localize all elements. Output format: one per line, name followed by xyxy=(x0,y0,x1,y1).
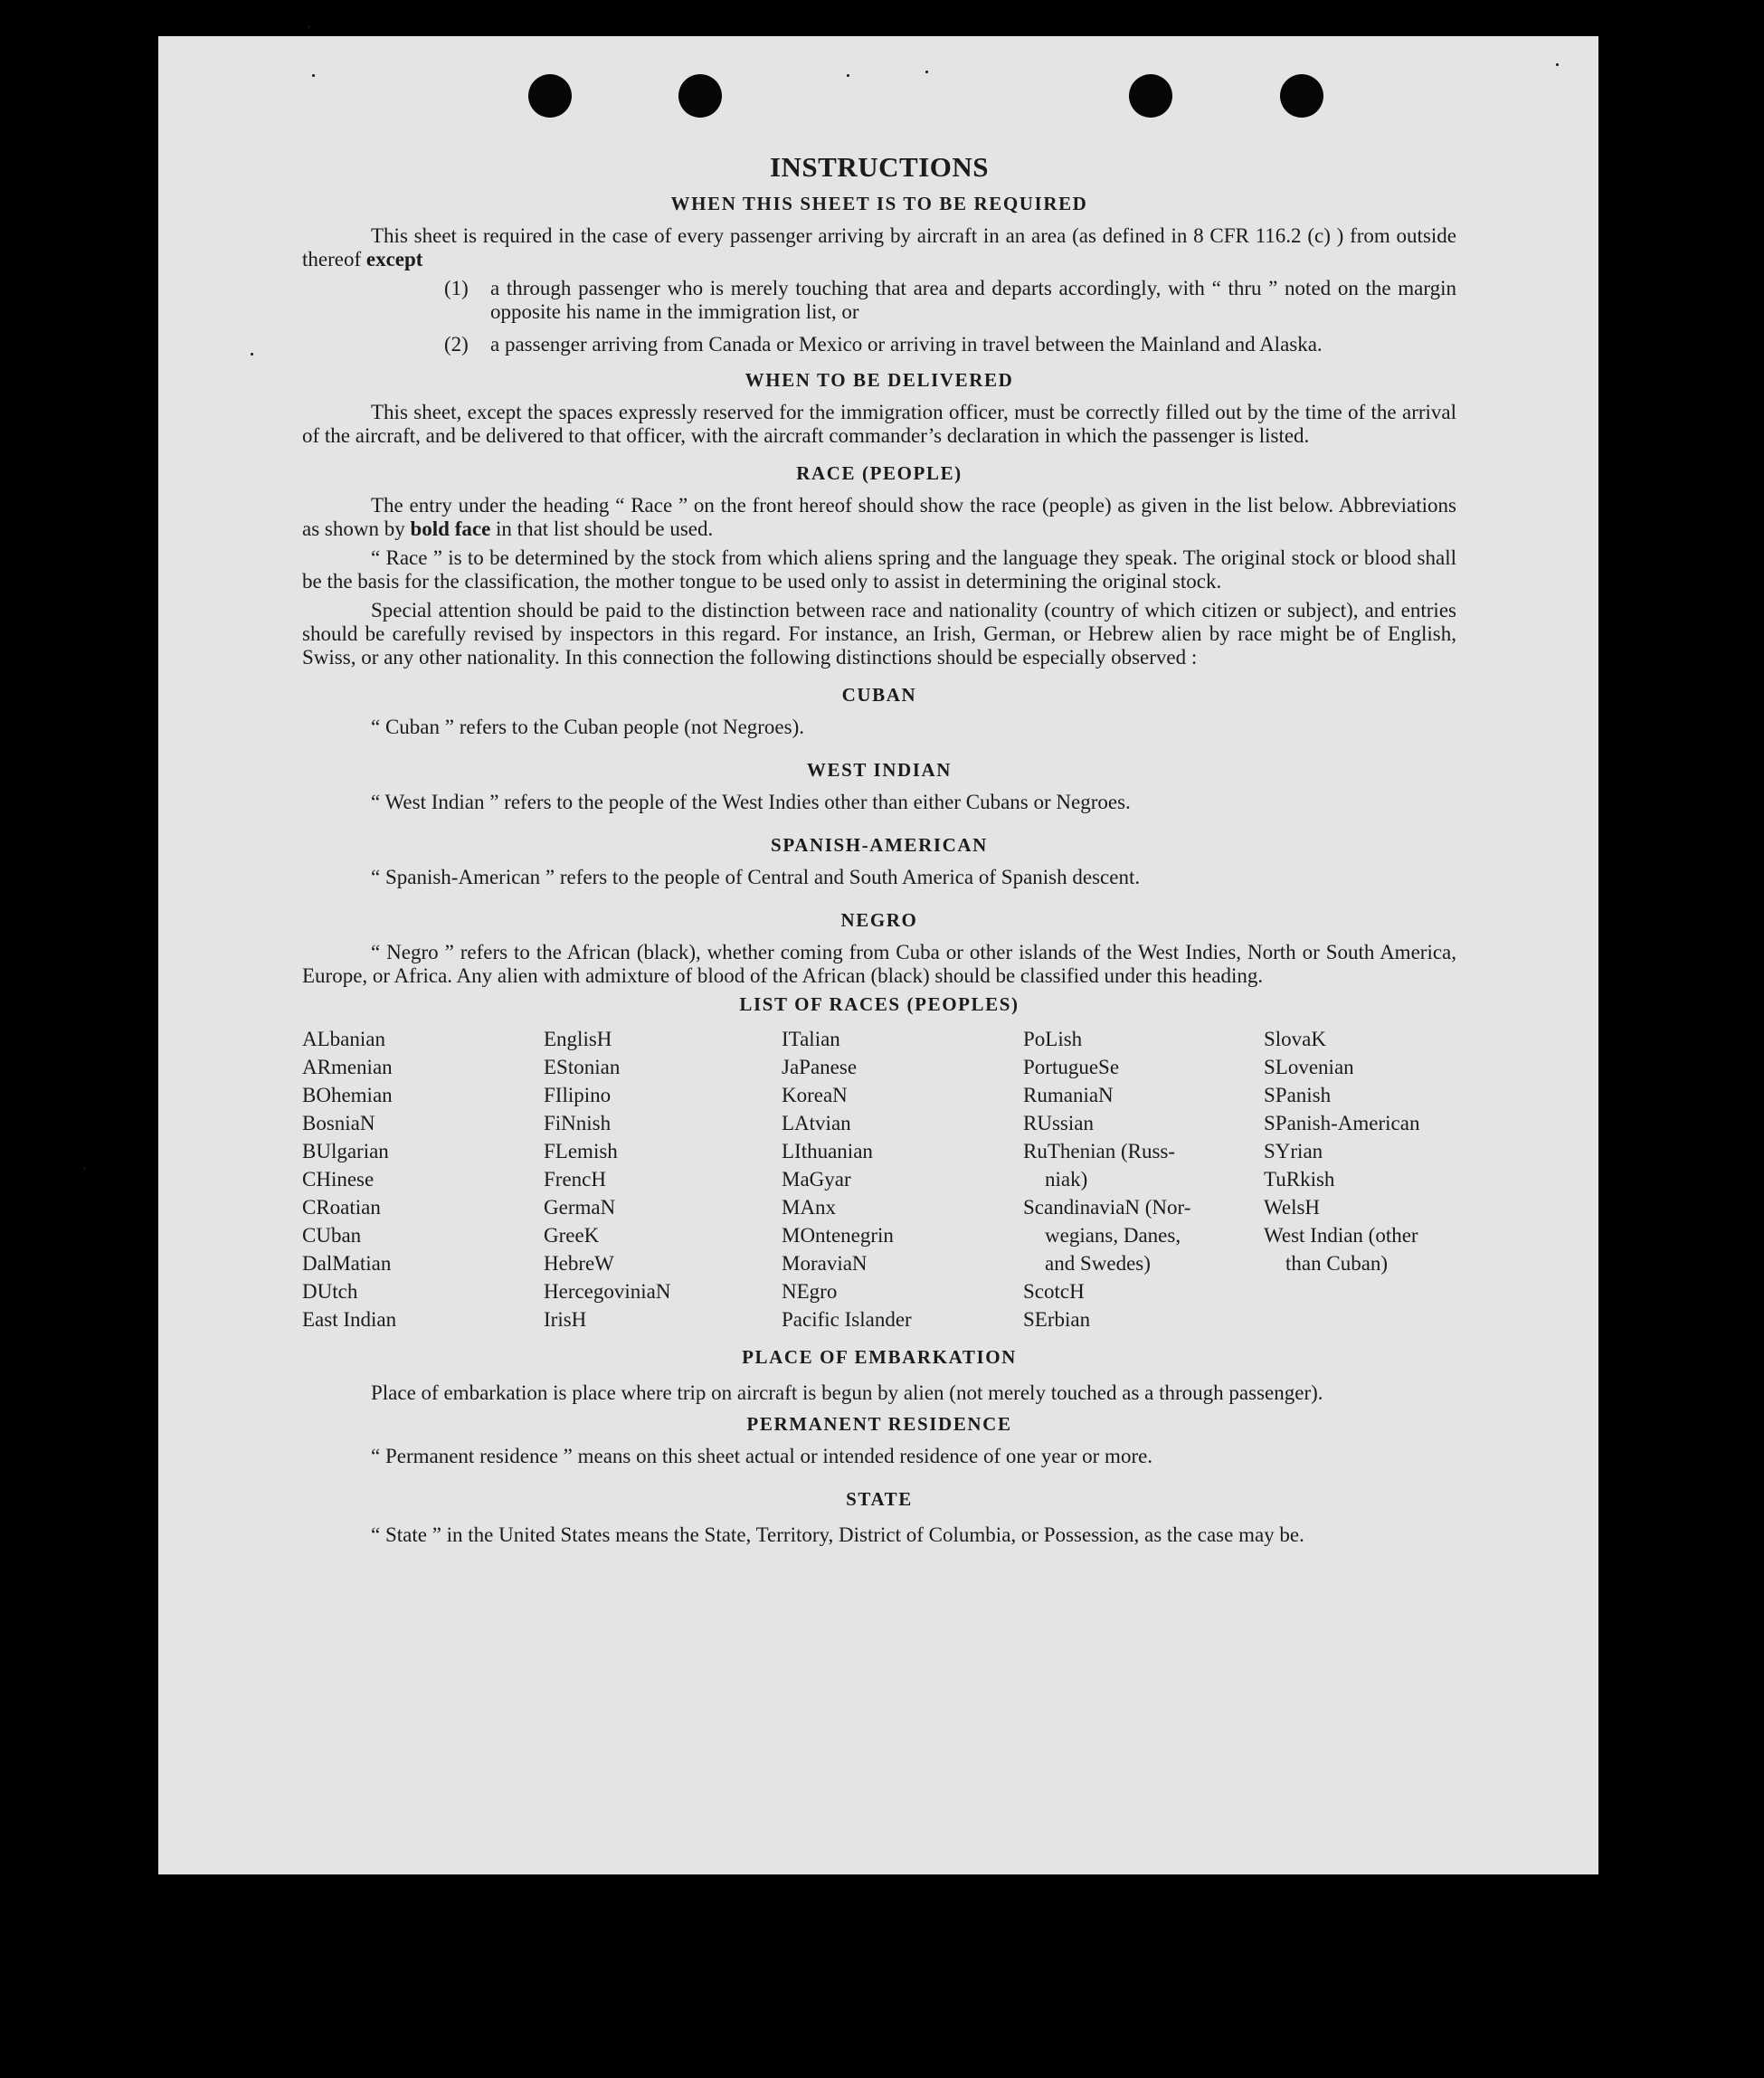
race-entry: FrencH xyxy=(544,1168,606,1191)
race-entry: CRoatian xyxy=(302,1196,381,1219)
race-paragraph-2: “ Race ” is to be determined by the stock from which aliens spring and the language they speak. The original stock or blood shall be the basis for the classification, the mother tongue to be used only to assist in determining the original stock. xyxy=(302,546,1456,593)
instructions-content xyxy=(302,151,1456,1550)
race-entry: MAnx xyxy=(782,1196,837,1219)
races-column xyxy=(544,1025,782,1333)
race-entry: LAtvian xyxy=(782,1112,851,1134)
race-paragraph-1: The entry under the heading “ Race ” on the front hereof should show the race (people) as given in the list below. Abbreviations as shown by bold face in that list should be used. xyxy=(302,494,1456,540)
heading-race: RACE (PEOPLE) xyxy=(796,462,963,484)
race-entry: GermaN xyxy=(544,1196,616,1219)
race-entry: ARmenian xyxy=(302,1056,393,1078)
heading-spanish-american: SPANISH-AMERICAN xyxy=(771,834,988,856)
spanish-american-text: “ Spanish-American ” refers to the people of Central and South America of Spanish descent. xyxy=(371,866,1141,888)
punch-hole xyxy=(678,74,722,118)
race-entry: LIthuanian xyxy=(782,1140,873,1162)
race-entry: RumaniaN xyxy=(1023,1084,1114,1106)
embarkation-text: Place of embarkation is place where trip on aircraft is begun by alien (not merely touched as a through passenger). xyxy=(371,1381,1323,1404)
speck xyxy=(251,353,253,356)
punch-hole xyxy=(528,74,572,118)
race-entry: GreeK xyxy=(544,1224,600,1247)
race-entry: MaGyar xyxy=(782,1168,851,1191)
race-entry: FIlipino xyxy=(544,1084,612,1106)
punch-hole xyxy=(1280,74,1323,118)
race-entry: DUtch xyxy=(302,1280,358,1303)
heading-cuban: CUBAN xyxy=(841,684,917,706)
race-entry: EnglisH xyxy=(544,1028,612,1050)
race-entry: PortugueSe xyxy=(1023,1056,1120,1078)
race-entry: FiNnish xyxy=(544,1112,612,1134)
heading-when-required: WHEN THIS SHEET IS TO BE REQUIRED xyxy=(670,193,1088,214)
list-item: (2) a passenger arriving from Canada or Mexico or arriving in travel between the Mainland and Alaska. xyxy=(444,333,1323,356)
race-entry: ScandinaviaN (Nor- xyxy=(1023,1196,1191,1219)
heading-state: STATE xyxy=(846,1488,913,1510)
race-entry: HercegoviniaN xyxy=(544,1280,671,1303)
race-entry: wegians, Danes, xyxy=(1045,1224,1181,1247)
race-entry: West Indian (other xyxy=(1264,1224,1418,1247)
negro-text: “ Negro ” refers to the African (black), whether coming from Cuba or other islands of the West Indies, North or South America, Europe, or Africa. Any alien with admixture of blood of the African (black) should be classified under this heading. xyxy=(302,941,1456,987)
race-entry: FLemish xyxy=(544,1140,618,1162)
race-entry: than Cuban) xyxy=(1285,1252,1389,1275)
race-entry: SYrian xyxy=(1264,1140,1323,1162)
race-entry: and Swedes) xyxy=(1045,1252,1151,1275)
heading-west-indian: WEST INDIAN xyxy=(806,759,953,781)
race-entry: niak) xyxy=(1045,1168,1088,1191)
race-entry: KoreaN xyxy=(782,1084,848,1106)
races-column xyxy=(302,1025,544,1333)
race-entry: DalMatian xyxy=(302,1252,392,1275)
race-entry: SErbian xyxy=(1023,1308,1091,1331)
race-entry: SlovaK xyxy=(1264,1028,1326,1050)
race-entry: ScotcH xyxy=(1023,1280,1085,1303)
speck xyxy=(83,1167,86,1170)
heading-permanent-residence: PERMANENT RESIDENCE xyxy=(746,1413,1012,1435)
race-entry: WelsH xyxy=(1264,1196,1321,1219)
document-sheet xyxy=(158,36,1598,1874)
race-entry: BOhemian xyxy=(302,1084,393,1106)
page-title: INSTRUCTIONS xyxy=(769,151,989,183)
race-entry: MoraviaN xyxy=(782,1252,868,1275)
race-entry: CUban xyxy=(302,1224,362,1247)
race-paragraph-3: Special attention should be paid to the distinction between race and nationality (country of which citizen or subject), and entries should be carefully revised by inspectors in this regard. For instance, an Irish, German, or Hebrew alien by race might be of English, Swiss, or any other nationality. In this connection the following distinctions should be especially observed : xyxy=(302,599,1456,669)
race-entry: SLovenian xyxy=(1264,1056,1354,1078)
race-entry: MOntenegrin xyxy=(782,1224,894,1247)
cuban-text: “ Cuban ” refers to the Cuban people (not Negroes). xyxy=(371,716,805,738)
race-entry: JaPanese xyxy=(782,1056,858,1078)
race-entry: ALbanian xyxy=(302,1028,385,1050)
race-entry: EStonian xyxy=(544,1056,621,1078)
races-column xyxy=(1264,1025,1454,1333)
race-entry: BUlgarian xyxy=(302,1140,389,1162)
west-indian-text: “ West Indian ” refers to the people of the West Indies other than either Cubans or Negroes. xyxy=(371,791,1131,813)
speck xyxy=(925,71,928,73)
race-entry: NEgro xyxy=(782,1280,838,1303)
race-entry: Pacific Islander xyxy=(782,1308,912,1331)
race-entry: East Indian xyxy=(302,1308,397,1331)
race-entry: PoLish xyxy=(1023,1028,1083,1050)
speck xyxy=(312,74,315,77)
race-entry: IrisH xyxy=(544,1308,587,1331)
speck xyxy=(847,74,849,77)
list-item: (1) a through passenger who is merely touching that area and departs accordingly, with “ thru ” noted on the margin opposite his name in the immigration list, or xyxy=(444,277,1456,323)
residence-text: “ Permanent residence ” means on this sheet actual or intended residence of one year or more. xyxy=(371,1445,1153,1467)
race-entry: SPanish xyxy=(1264,1084,1332,1106)
race-entry: RuThenian (Russ- xyxy=(1023,1140,1176,1162)
race-entry: RUssian xyxy=(1023,1112,1094,1134)
required-intro: This sheet is required in the case of every passenger arriving by aircraft in an area (as defined in 8 CFR 116.2 (c) ) from outside thereof except xyxy=(302,224,1456,270)
delivered-text: This sheet, except the spaces expressly reserved for the immigration officer, must be correctly filled out by the time of the arrival of the aircraft, and be delivered to that officer, with the aircraft commander’s declaration in which the passenger is listed. xyxy=(302,401,1456,447)
race-entry: ITalian xyxy=(782,1028,840,1050)
race-entry: CHinese xyxy=(302,1168,375,1191)
speck xyxy=(308,25,310,28)
heading-embarkation: PLACE OF EMBARKATION xyxy=(742,1346,1017,1368)
state-text: “ State ” in the United States means the State, Territory, District of Columbia, or Possession, as the case may be. xyxy=(371,1523,1304,1546)
race-entry: BosniaN xyxy=(302,1112,375,1134)
race-entry: HebreW xyxy=(544,1252,614,1275)
races-column xyxy=(1023,1025,1264,1333)
punch-hole xyxy=(1129,74,1172,118)
speck xyxy=(1556,63,1559,66)
heading-negro: NEGRO xyxy=(840,909,918,931)
races-table xyxy=(302,1025,1456,1333)
races-column xyxy=(782,1025,1023,1333)
race-entry: SPanish-American xyxy=(1264,1112,1420,1134)
heading-list-of-races: LIST OF RACES (PEOPLES) xyxy=(739,993,1020,1015)
heading-when-delivered: WHEN TO BE DELIVERED xyxy=(744,369,1014,391)
race-entry: TuRkish xyxy=(1264,1168,1335,1191)
